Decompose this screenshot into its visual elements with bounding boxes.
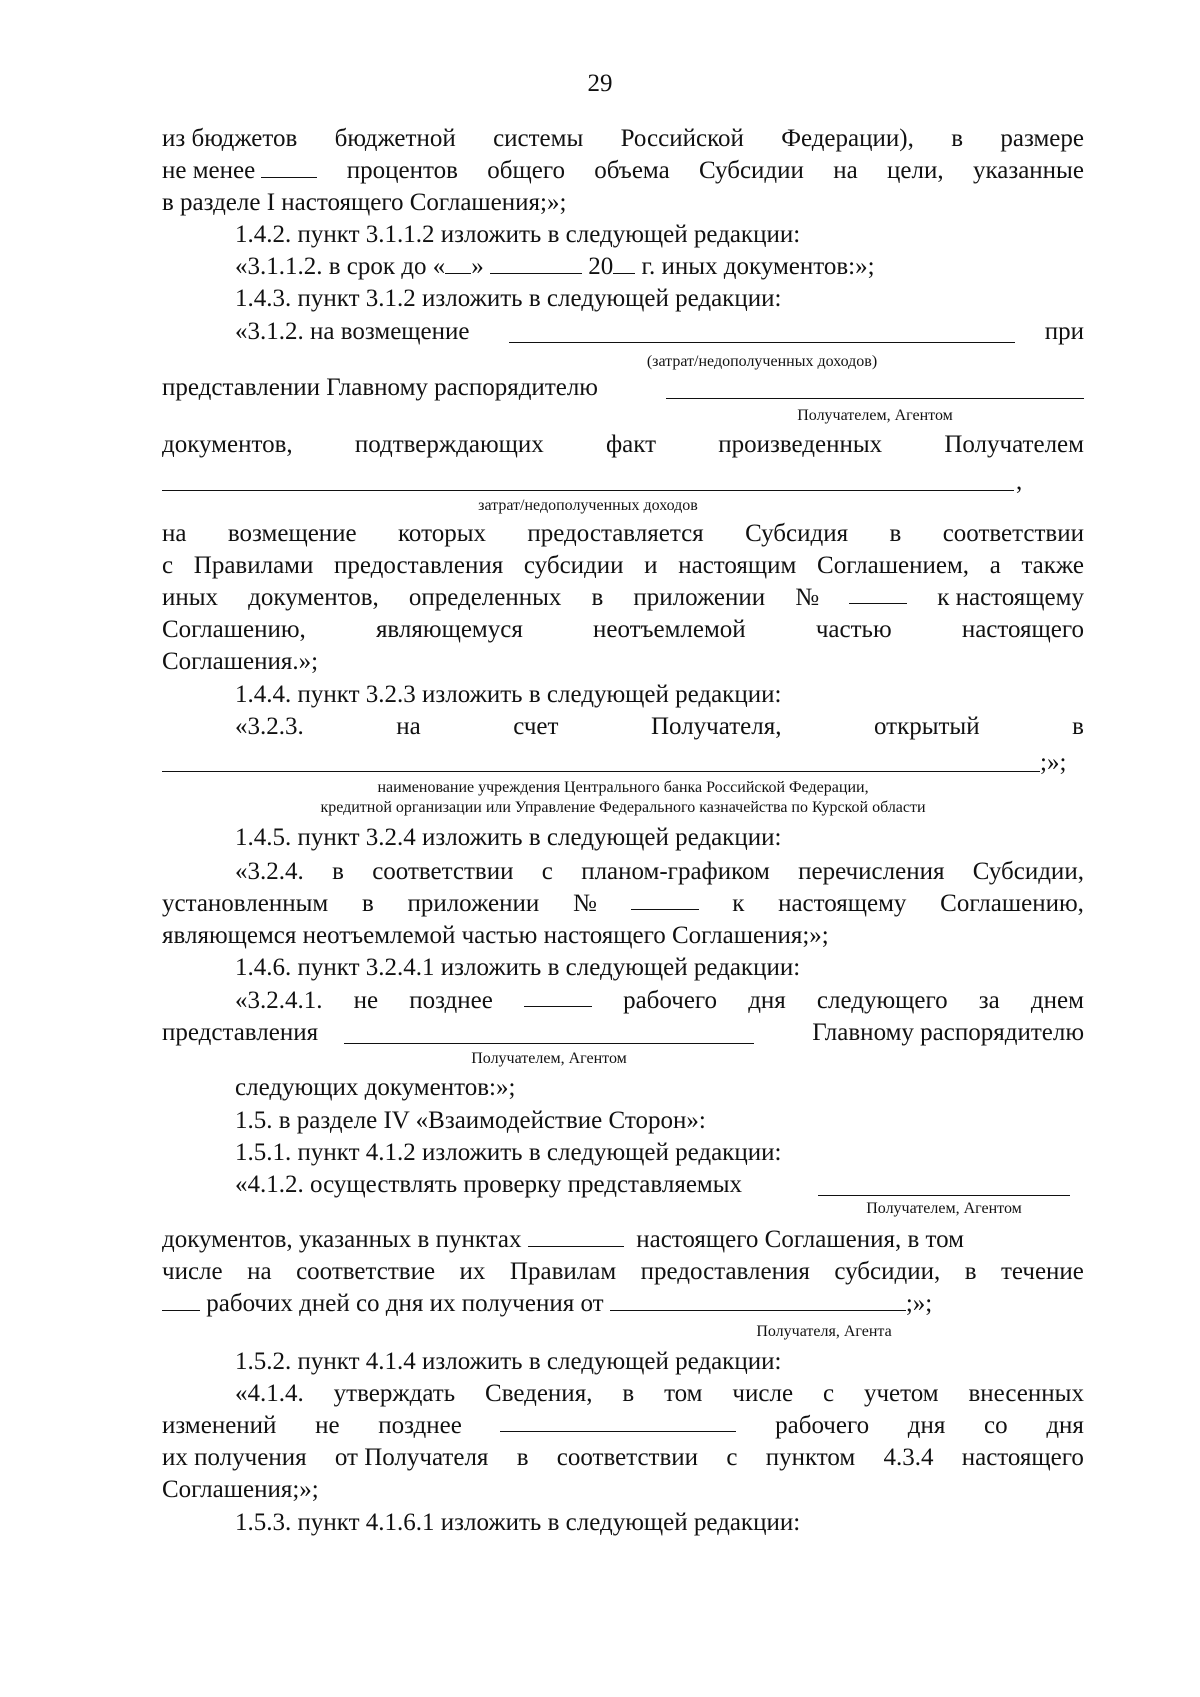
text-line: документов, подтверждающих факт произведенных Получателем: [162, 431, 1084, 458]
text-line: изменений не позднее рабочего дня со дня: [162, 1412, 1084, 1439]
text-word: ,: [1016, 468, 1023, 495]
text-line: документов, указанных в пунктах настоящего Соглашения, в том: [162, 1226, 964, 1253]
blank-field: [818, 1195, 1070, 1196]
text-line: не менее процентов общего объема Субсидии на цели, указанные: [162, 157, 1084, 184]
text-line: представлении Главному распорядителю: [162, 374, 598, 401]
blank-field: [613, 252, 635, 274]
text-line: 1.5. в разделе IV «Взаимодействие Сторон»:: [235, 1107, 706, 1134]
field-caption: кредитной организации или Управление Федерального казначейства по Курской области: [320, 799, 926, 816]
text-line: являющемся неотъемлемой частью настоящего Соглашения;»;: [162, 922, 829, 949]
text-line: «3.2.3. на счет Получателя, открытый в: [235, 713, 1084, 740]
text-line: из бюджетов бюджетной системы Российской Федерации), в размере: [162, 125, 1084, 152]
blank-field: [490, 252, 582, 274]
field-caption: (затрат/недополученных доходов): [646, 353, 878, 370]
blank-field: [261, 156, 317, 178]
text-line: Соглашения;»;: [162, 1476, 319, 1503]
text-line: «3.2.4.1. не позднее рабочего дня следующего за днем: [235, 987, 1084, 1014]
blank-field: [528, 1225, 624, 1247]
text-line: «3.1.2. на возмещение: [235, 318, 470, 345]
text-line: в разделе I настоящего Соглашения;»;: [162, 189, 567, 216]
text-line: 1.4.4. пункт 3.2.3 изложить в следующей редакции:: [235, 681, 782, 708]
text-line: числе на соответствие их Правилам предоставления субсидии, в течение: [162, 1258, 1084, 1285]
text-word: ;»;: [1040, 749, 1067, 776]
field-caption: Получателя, Агента: [756, 1323, 892, 1340]
text-line: 1.4.6. пункт 3.2.4.1 изложить в следующей редакции:: [235, 954, 801, 981]
blank-field: [610, 1289, 906, 1311]
blank-field: [162, 1289, 200, 1311]
text-word: при: [1044, 318, 1084, 345]
text-line: с Правилами предоставления субсидии и настоящим Соглашением, а также: [162, 552, 1084, 579]
text-line: рабочих дней со дня их получения от ;»;: [162, 1288, 1084, 1320]
blank-field: [631, 888, 699, 910]
text-line: на возмещение которых предоставляется Субсидия в соответствии: [162, 520, 1084, 547]
text-word: Главному распорядителю: [812, 1019, 1084, 1046]
field-caption: затрат/недополученных доходов: [478, 497, 698, 514]
text-line: иных документов, определенных в приложении № к настоящему: [162, 584, 1084, 611]
text-line: «4.1.4. утверждать Сведения, в том числе с учетом внесенных: [235, 1380, 1084, 1407]
text-line: 1.5.2. пункт 4.1.4 изложить в следующей редакции:: [235, 1348, 782, 1375]
field-caption: наименование учреждения Центрального банка Российской Федерации,: [377, 779, 869, 796]
text-line: «3.1.1.2. в срок до « » 20 г. иных документов:»;: [235, 253, 875, 280]
text-line: представления: [162, 1019, 319, 1046]
blank-field: [162, 490, 1014, 491]
blank-field: [445, 252, 471, 274]
blank-field: [666, 398, 1084, 399]
text-line: Соглашению, являющемуся неотъемлемой частью настоящего: [162, 616, 1084, 643]
text-line: их получения от Получателя в соответствии с пунктом 4.3.4 настоящего: [162, 1444, 1084, 1471]
blank-field: [849, 582, 907, 604]
blank-field: [524, 985, 592, 1007]
field-caption: Получателем, Агентом: [797, 407, 953, 424]
blank-field: [344, 1043, 754, 1044]
text-line: 1.4.3. пункт 3.1.2 изложить в следующей редакции:: [235, 285, 782, 312]
text-line: «4.1.2. осуществлять проверку представляемых: [235, 1171, 743, 1198]
text-line: 1.4.5. пункт 3.2.4 изложить в следующей редакции:: [235, 824, 782, 851]
text-line: следующих документов:»;: [235, 1074, 516, 1101]
blank-field: [509, 342, 1015, 343]
text-line: установленным в приложении № к настоящему Соглашению,: [162, 890, 1084, 917]
blank-field: [162, 771, 1040, 772]
text-line: 1.5.3. пункт 4.1.6.1 изложить в следующей редакции:: [235, 1509, 801, 1536]
blank-field: [500, 1410, 736, 1432]
field-caption: Получателем, Агентом: [866, 1200, 1022, 1217]
text-line: «3.2.4. в соответствии с планом-графиком перечисления Субсидии,: [235, 858, 1084, 885]
text-line: 1.5.1. пункт 4.1.2 изложить в следующей редакции:: [235, 1139, 782, 1166]
page-number: 29: [587, 70, 613, 97]
text-line: Соглашения.»;: [162, 648, 319, 675]
text-line: 1.4.2. пункт 3.1.1.2 изложить в следующей редакции:: [235, 221, 801, 248]
field-caption: Получателем, Агентом: [471, 1050, 627, 1067]
